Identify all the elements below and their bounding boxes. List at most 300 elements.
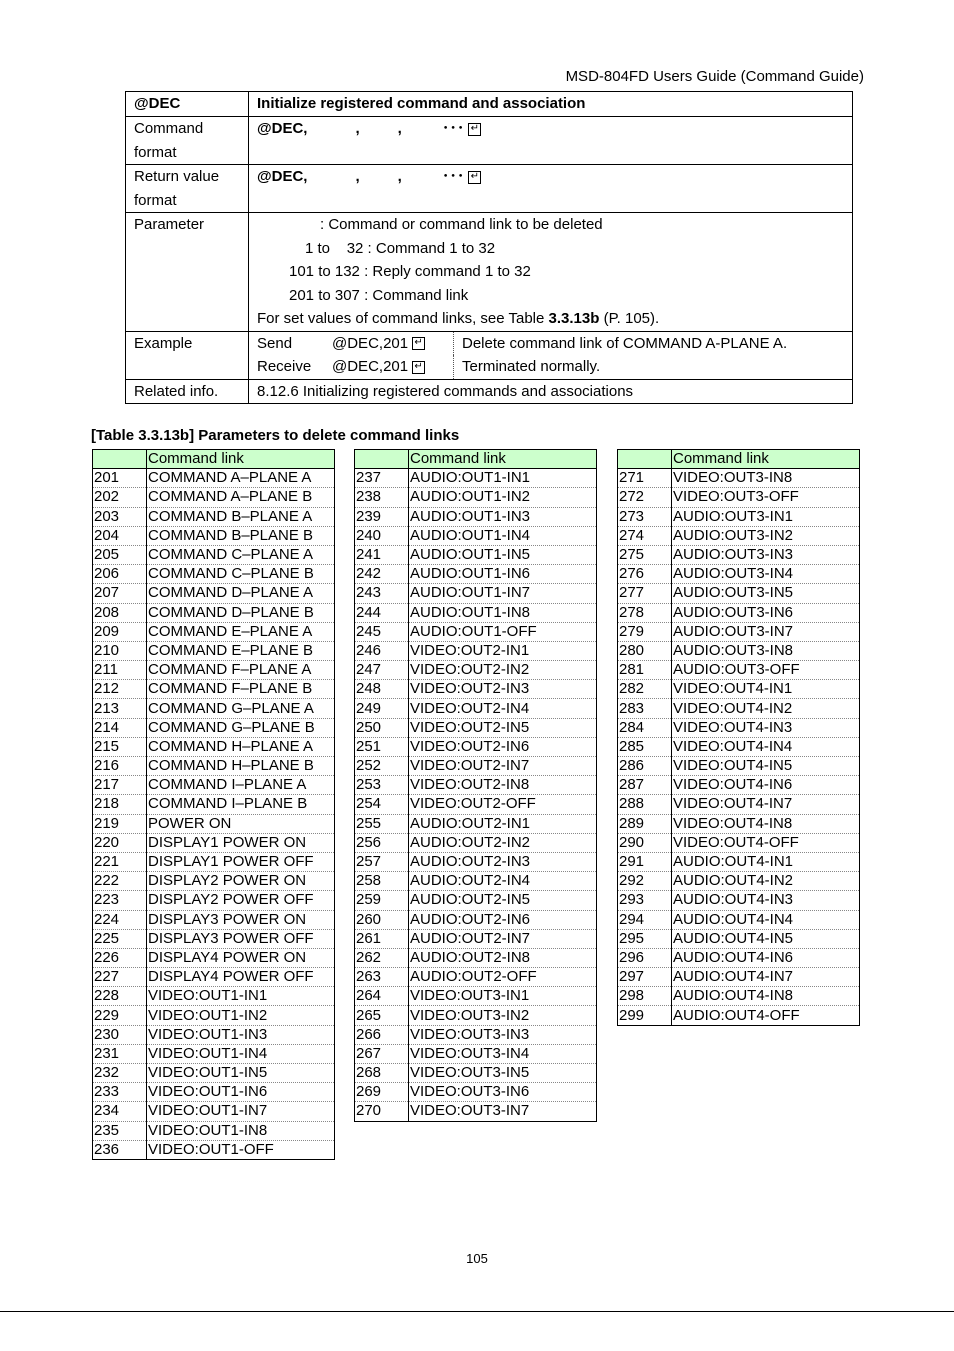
link-name: COMMAND I–PLANE A [147,776,335,795]
table-row [355,603,597,622]
link-name: VIDEO:OUT3-IN6 [409,1083,597,1102]
link-number: 289 [618,814,672,833]
example-command-text: @DEC,201 [332,358,409,375]
link-number: 204 [93,526,147,545]
format-text: @DEC, [257,168,308,185]
table-row [93,948,335,967]
link-name: DISPLAY4 POWER OFF [147,968,335,987]
link-number: 270 [355,1102,409,1121]
table-reference-link[interactable]: 3.3.13b [548,310,600,327]
link-name: AUDIO:OUT1-IN2 [409,488,597,507]
link-name: AUDIO:OUT4-IN7 [672,968,860,987]
link-name: AUDIO:OUT1-IN4 [409,526,597,545]
table-row [93,1064,335,1083]
example-description: Terminated normally. [462,358,601,375]
link-number: 278 [618,603,672,622]
parameter-label: Parameter [126,213,249,332]
link-number: 263 [355,968,409,987]
table-row [618,968,860,987]
table-row [355,929,597,948]
link-number: 299 [618,1006,672,1025]
table-row [355,814,597,833]
link-name: COMMAND E–PLANE B [147,641,335,660]
link-number: 218 [93,795,147,814]
link-name: AUDIO:OUT1-IN8 [409,603,597,622]
table-header-row [618,450,860,469]
link-name: AUDIO:OUT4-IN4 [672,910,860,929]
table-row [93,699,335,718]
table-row [618,507,860,526]
link-name: DISPLAY3 POWER ON [147,910,335,929]
table-row [93,1006,335,1025]
example-direction: Send [257,334,293,352]
table-row [618,680,860,699]
link-number: 212 [93,680,147,699]
table-row [93,641,335,660]
command-link-table-col1 [92,449,335,1160]
link-name: COMMAND A–PLANE A [147,469,335,488]
enter-key-icon: ↵ [412,361,425,374]
link-number: 237 [355,469,409,488]
link-number: 251 [355,737,409,756]
link-number: 271 [618,469,672,488]
table-row [618,814,860,833]
link-number: 224 [93,910,147,929]
link-name: COMMAND C–PLANE A [147,545,335,564]
link-name: DISPLAY2 POWER ON [147,872,335,891]
table-row [93,1102,335,1121]
link-number: 293 [618,891,672,910]
link-name: DISPLAY3 POWER OFF [147,929,335,948]
link-name: AUDIO:OUT3-IN6 [672,603,860,622]
example-description: Delete command link of COMMAND A-PLANE A. [462,334,788,352]
link-name: AUDIO:OUT1-IN1 [409,469,597,488]
link-number: 252 [355,757,409,776]
table-row [355,1064,597,1083]
link-name: VIDEO:OUT3-IN3 [409,1025,597,1044]
table-row [355,661,597,680]
link-number: 217 [93,776,147,795]
link-number: 243 [355,584,409,603]
link-number: 291 [618,852,672,871]
table-row [93,661,335,680]
command-name: @DEC [126,92,249,117]
link-number: 280 [618,641,672,660]
link-name: AUDIO:OUT3-IN7 [672,622,860,641]
link-name: VIDEO:OUT2-IN5 [409,718,597,737]
link-name: VIDEO:OUT3-IN4 [409,1044,597,1063]
table-row [618,699,860,718]
example-content [249,331,853,379]
table-row [355,795,597,814]
link-number: 230 [93,1025,147,1044]
link-name: VIDEO:OUT2-IN2 [409,661,597,680]
link-name: VIDEO:OUT1-IN2 [147,1006,335,1025]
table-row [93,1025,335,1044]
link-number: 210 [93,641,147,660]
link-name: VIDEO:OUT1-IN8 [147,1121,335,1140]
link-number: 238 [355,488,409,507]
link-number: 239 [355,507,409,526]
note-prefix: For set values of command links, see Table [257,310,549,327]
link-number: 241 [355,545,409,564]
link-number: 286 [618,757,672,776]
link-number: 236 [93,1140,147,1159]
link-number: 249 [355,699,409,718]
command-link-table-col3 [617,449,860,1026]
table-row [93,872,335,891]
enter-key-icon: ↵ [412,337,425,350]
related-info-label: Related info. [126,379,249,404]
link-name: COMMAND A–PLANE B [147,488,335,507]
link-number: 202 [93,488,147,507]
link-name: AUDIO:OUT2-IN3 [409,852,597,871]
link-number: 274 [618,526,672,545]
link-number: 273 [618,507,672,526]
table-row [355,1083,597,1102]
link-name: AUDIO:OUT1-OFF [409,622,597,641]
link-number: 216 [93,757,147,776]
link-name: VIDEO:OUT2-IN8 [409,776,597,795]
link-name: VIDEO:OUT4-IN3 [672,718,860,737]
table-row [355,968,597,987]
header-number-cell [355,450,409,469]
header-number-cell [93,450,147,469]
link-number: 203 [93,507,147,526]
table-row [618,622,860,641]
link-name: AUDIO:OUT1-IN7 [409,584,597,603]
link-name: VIDEO:OUT4-OFF [672,833,860,852]
link-name: DISPLAY1 POWER OFF [147,852,335,871]
table-row [618,795,860,814]
table-row [355,1025,597,1044]
link-name: DISPLAY2 POWER OFF [147,891,335,910]
table-header-row [93,450,335,469]
link-name: VIDEO:OUT2-IN7 [409,757,597,776]
link-number: 225 [93,929,147,948]
parameter-line: : Command or command link to be deleted [320,216,603,233]
table-row [355,776,597,795]
table-row [355,526,597,545]
link-name: VIDEO:OUT3-IN5 [409,1064,597,1083]
link-name: COMMAND F–PLANE A [147,661,335,680]
table-row [355,1006,597,1025]
table-row [618,603,860,622]
link-name: VIDEO:OUT1-OFF [147,1140,335,1159]
link-name: AUDIO:OUT1-IN3 [409,507,597,526]
format-dots: ･･･ [441,168,465,185]
table-row [93,488,335,507]
table-row [93,814,335,833]
link-number: 257 [355,852,409,871]
table-row [355,565,597,584]
link-name: AUDIO:OUT2-OFF [409,968,597,987]
link-number: 276 [618,565,672,584]
link-number: 258 [355,872,409,891]
link-number: 283 [618,699,672,718]
table-row [618,584,860,603]
link-name: AUDIO:OUT2-IN4 [409,872,597,891]
parameter-line: 101 to 132 : Reply command 1 to 32 [289,263,531,280]
link-name: AUDIO:OUT1-IN5 [409,545,597,564]
link-name: VIDEO:OUT3-IN2 [409,1006,597,1025]
link-number: 290 [618,833,672,852]
page-number: 105 [466,1251,488,1266]
table-row [93,1044,335,1063]
parameter-note [257,307,844,331]
link-name: AUDIO:OUT3-IN2 [672,526,860,545]
link-number: 296 [618,948,672,967]
table-row [618,526,860,545]
link-name: VIDEO:OUT1-IN5 [147,1064,335,1083]
link-number: 268 [355,1064,409,1083]
link-number: 264 [355,987,409,1006]
link-name: AUDIO:OUT4-IN2 [672,872,860,891]
link-number: 285 [618,737,672,756]
table-row [93,584,335,603]
link-name: COMMAND I–PLANE B [147,795,335,814]
link-name: COMMAND H–PLANE B [147,757,335,776]
link-name: COMMAND F–PLANE B [147,680,335,699]
link-number: 267 [355,1044,409,1063]
link-number: 227 [93,968,147,987]
table-row [618,987,860,1006]
link-number: 248 [355,680,409,699]
link-number: 231 [93,1044,147,1063]
link-name: VIDEO:OUT1-IN4 [147,1044,335,1063]
link-name: COMMAND G–PLANE B [147,718,335,737]
link-name: VIDEO:OUT4-IN7 [672,795,860,814]
table-row [93,987,335,1006]
table-row [93,1121,335,1140]
link-name: VIDEO:OUT4-IN5 [672,757,860,776]
link-number: 250 [355,718,409,737]
link-name: AUDIO:OUT4-IN8 [672,987,860,1006]
table-row [355,680,597,699]
table-row [618,737,860,756]
link-name: VIDEO:OUT3-OFF [672,488,860,507]
link-number: 282 [618,680,672,699]
link-number: 214 [93,718,147,737]
command-description: Initialize registered command and association [249,92,853,117]
link-number: 256 [355,833,409,852]
table-row [355,1102,597,1121]
link-name: AUDIO:OUT4-IN5 [672,929,860,948]
enter-key-icon: ↵ [468,171,481,184]
link-number: 279 [618,622,672,641]
table-row [355,584,597,603]
link-number: 294 [618,910,672,929]
link-number: 222 [93,872,147,891]
link-number: 261 [355,929,409,948]
link-name: VIDEO:OUT2-IN1 [409,641,597,660]
format-dots: ･･･ [441,120,465,137]
link-number: 229 [93,1006,147,1025]
format-sep: , [397,120,402,137]
table-row [618,545,860,564]
link-number: 240 [355,526,409,545]
example-label: Example [126,331,249,379]
table-row [618,948,860,967]
table-row [93,776,335,795]
table-row [618,661,860,680]
footer-divider [0,1311,954,1312]
link-number: 292 [618,872,672,891]
link-name: POWER ON [147,814,335,833]
table-row [355,987,597,1006]
table-row [618,891,860,910]
table-row [618,718,860,737]
table-row [618,852,860,871]
header-command-link: Command link [409,450,597,469]
link-number: 215 [93,737,147,756]
link-number: 260 [355,910,409,929]
link-name: VIDEO:OUT1-IN7 [147,1102,335,1121]
example-direction: Receive [257,358,312,375]
link-name: VIDEO:OUT4-IN4 [672,737,860,756]
link-name: VIDEO:OUT3-IN1 [409,987,597,1006]
link-number: 220 [93,833,147,852]
table-row [355,910,597,929]
link-number: 205 [93,545,147,564]
link-name: VIDEO:OUT4-IN2 [672,699,860,718]
link-number: 213 [93,699,147,718]
link-number: 201 [93,469,147,488]
table-row [618,469,860,488]
link-name: COMMAND D–PLANE B [147,603,335,622]
table-row [355,469,597,488]
link-name: VIDEO:OUT4-IN6 [672,776,860,795]
link-name: AUDIO:OUT1-IN6 [409,565,597,584]
link-name: VIDEO:OUT3-IN7 [409,1102,597,1121]
link-name: AUDIO:OUT2-IN1 [409,814,597,833]
related-info-link[interactable]: 8.12.6 Initializing registered commands and associations [249,379,853,404]
link-name: AUDIO:OUT3-IN4 [672,565,860,584]
link-number: 242 [355,565,409,584]
table-row [355,545,597,564]
table-row [93,565,335,584]
table-row [355,737,597,756]
table-row [93,737,335,756]
link-number: 253 [355,776,409,795]
link-number: 206 [93,565,147,584]
link-name: AUDIO:OUT2-IN5 [409,891,597,910]
table-row [355,641,597,660]
link-number: 246 [355,641,409,660]
command-format-value [249,117,853,165]
link-number: 245 [355,622,409,641]
table-row [93,910,335,929]
link-number: 219 [93,814,147,833]
link-number: 295 [618,929,672,948]
header-command-link: Command link [147,450,335,469]
table-row [355,872,597,891]
link-name: COMMAND H–PLANE A [147,737,335,756]
table-row [93,795,335,814]
link-name: VIDEO:OUT2-IN4 [409,699,597,718]
link-number: 298 [618,987,672,1006]
link-number: 244 [355,603,409,622]
link-number: 265 [355,1006,409,1025]
link-name: VIDEO:OUT2-IN6 [409,737,597,756]
table-row [93,1140,335,1159]
table-row [355,1044,597,1063]
table-row [355,488,597,507]
link-name: VIDEO:OUT3-IN8 [672,469,860,488]
link-name: COMMAND C–PLANE B [147,565,335,584]
table-row [618,910,860,929]
enter-key-icon: ↵ [468,123,481,136]
link-number: 287 [618,776,672,795]
format-text: @DEC, [257,120,308,137]
parameter-line: 201 to 307 : Command link [289,286,469,304]
table-row [355,852,597,871]
link-name: VIDEO:OUT1-IN6 [147,1083,335,1102]
table-row [618,565,860,584]
link-name: AUDIO:OUT3-IN5 [672,584,860,603]
table-row [93,718,335,737]
link-number: 254 [355,795,409,814]
table-row [93,622,335,641]
table-row [355,757,597,776]
link-number: 221 [93,852,147,871]
link-name: AUDIO:OUT4-OFF [672,1006,860,1025]
link-name: VIDEO:OUT2-OFF [409,795,597,814]
link-number: 234 [93,1102,147,1121]
command-format-label: Command format [126,117,249,165]
table-row [355,833,597,852]
link-name: COMMAND B–PLANE B [147,526,335,545]
link-name: AUDIO:OUT2-IN7 [409,929,597,948]
link-number: 288 [618,795,672,814]
link-number: 277 [618,584,672,603]
note-suffix: (P. 105). [599,310,660,327]
table-row [618,641,860,660]
table-row [618,929,860,948]
table-row [93,891,335,910]
table-row [93,545,335,564]
table-row [93,603,335,622]
format-sep: , [397,168,402,185]
link-name: VIDEO:OUT2-IN3 [409,680,597,699]
example-command [324,332,454,356]
link-name: DISPLAY1 POWER ON [147,833,335,852]
table-row [618,757,860,776]
link-number: 272 [618,488,672,507]
link-number: 207 [93,584,147,603]
link-number: 208 [93,603,147,622]
link-number: 247 [355,661,409,680]
table-row [93,1083,335,1102]
link-number: 235 [93,1121,147,1140]
link-name: AUDIO:OUT3-IN3 [672,545,860,564]
link-number: 266 [355,1025,409,1044]
table-caption: [Table 3.3.13b] Parameters to delete command links [91,427,460,444]
link-name: AUDIO:OUT3-IN8 [672,641,860,660]
link-number: 233 [93,1083,147,1102]
table-row [93,680,335,699]
table-row [93,507,335,526]
table-row [618,488,860,507]
link-name: AUDIO:OUT3-OFF [672,661,860,680]
link-number: 259 [355,891,409,910]
table-row [355,891,597,910]
link-name: AUDIO:OUT2-IN8 [409,948,597,967]
link-name: AUDIO:OUT2-IN6 [409,910,597,929]
link-number: 223 [93,891,147,910]
table-row [618,833,860,852]
link-number: 232 [93,1064,147,1083]
